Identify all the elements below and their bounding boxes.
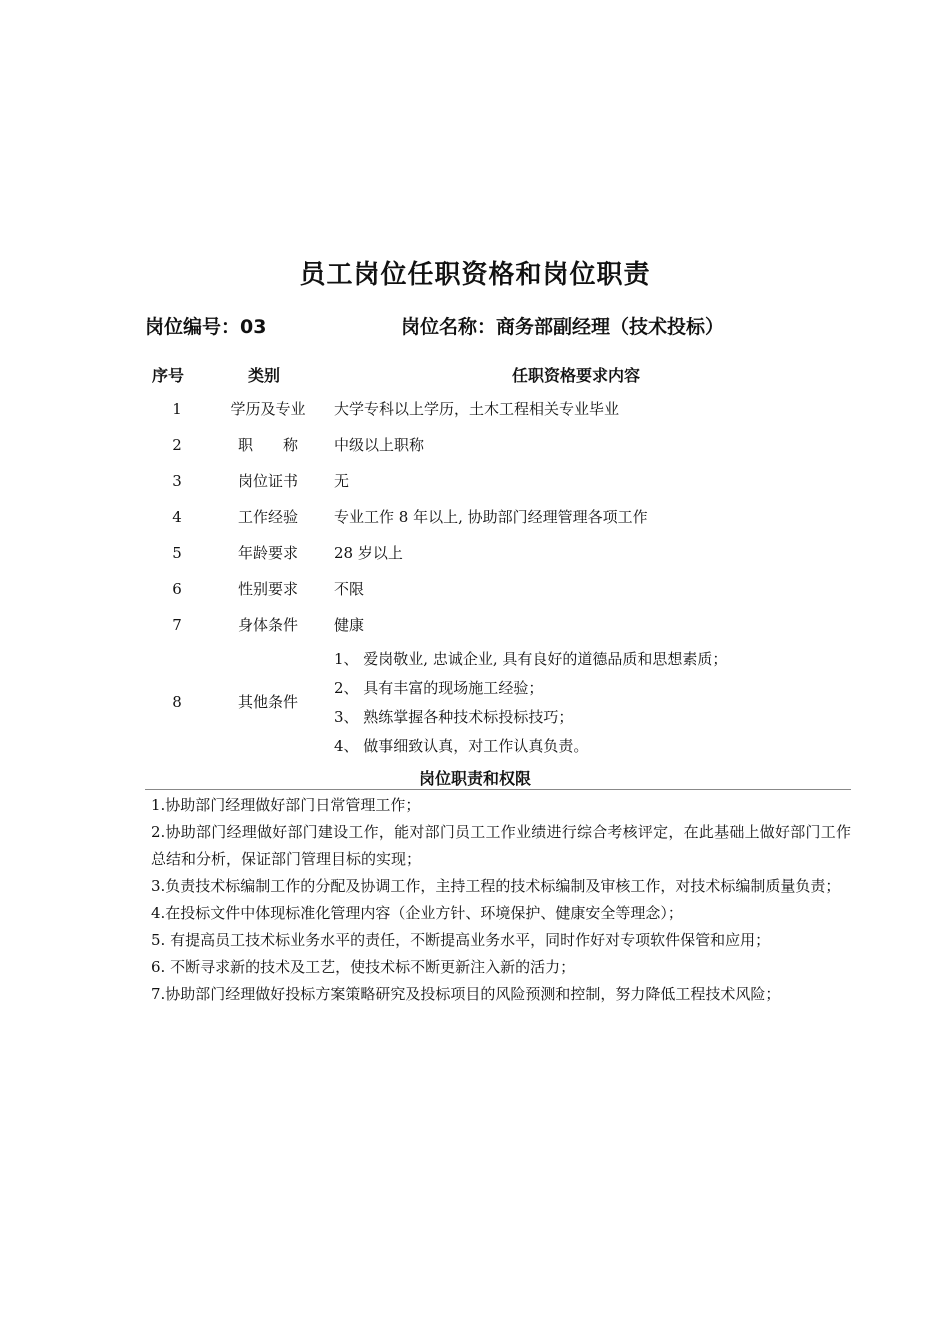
row-category: 年龄要求 — [237, 544, 298, 562]
row-content: 无 — [334, 472, 350, 490]
row-category: 岗位证书 — [237, 472, 298, 490]
header-content: 任职资格要求内容 — [512, 366, 641, 385]
row-content: 专业工作 8 年以上, 协助部门经理管理各项工作 — [334, 508, 648, 526]
header-no: 序号 — [152, 366, 185, 385]
row-content: 不限 — [334, 580, 365, 598]
duties-title: 岗位职责和权限 — [418, 769, 531, 788]
table-row — [0, 391, 950, 427]
divider — [145, 789, 851, 790]
table-row — [0, 607, 950, 643]
header-category: 类别 — [248, 366, 281, 385]
duty-item: 7.协助部门经理做好投标方案策略研究及投标项目的风险预测和控制，努力降低工程技术风险； — [151, 985, 781, 1003]
row-number: 6 — [172, 580, 182, 598]
page-title: 员工岗位任职资格和岗位职责 — [299, 260, 651, 290]
row-category: 职 称 — [237, 436, 298, 454]
row-category: 身体条件 — [237, 616, 298, 634]
duty-item: 3.负责技术标编制工作的分配及协调工作，主持工程的技术标编制及审核工作，对技术标编制质量负责； — [151, 877, 841, 895]
duty-item: 2.协助部门经理做好部门建设工作，能对部门员工工作业绩进行综合考核评定，在此基础上做好部门工作总结和分析，保证部门管理目标的实现； — [151, 823, 851, 868]
table-row — [0, 571, 950, 607]
table-row — [0, 427, 950, 463]
row-number: 2 — [172, 436, 182, 454]
row-content: 28 岁以上 — [334, 544, 403, 562]
duty-item: 6. 不断寻求新的技术及工艺，使技术标不断更新注入新的活力； — [151, 958, 576, 976]
list-item: 3、 熟练掌握各种技术标投标技巧； — [334, 708, 574, 726]
list-item: 2、 具有丰富的现场施工经验； — [334, 679, 544, 697]
row-number: 1 — [172, 400, 182, 418]
table-row — [0, 535, 950, 571]
row-number: 4 — [172, 508, 182, 526]
row-number: 3 — [172, 472, 182, 490]
other-conditions-list — [334, 645, 727, 761]
duty-item: 1.协助部门经理做好部门日常管理工作； — [151, 796, 421, 814]
row-category: 学历及专业 — [230, 400, 306, 418]
table-row — [0, 499, 950, 535]
row-category: 工作经验 — [237, 508, 298, 526]
post-name: 岗位名称：商务部副经理（技术投标） — [401, 316, 725, 338]
row-category: 性别要求 — [237, 580, 298, 598]
row-number: 5 — [172, 544, 182, 562]
duty-item: 4.在投标文件中体现标准化管理内容（企业方针、环境保护、健康安全等理念）； — [151, 904, 683, 922]
list-item: 1、 爱岗敬业, 忠诚企业, 具有良好的道德品质和思想素质； — [334, 650, 728, 668]
row-content: 大学专科以上学历，土木工程相关专业毕业 — [334, 400, 620, 418]
table-row-other-conditions — [0, 645, 950, 759]
duty-item: 5. 有提高员工技术标业务水平的责任，不断提高业务水平，同时作好对专项软件保管和应用； — [151, 931, 771, 949]
row-category: 其他条件 — [237, 693, 298, 711]
row-content: 中级以上职称 — [334, 436, 425, 454]
row-content: 健康 — [334, 616, 365, 634]
post-number: 岗位编号：03 — [145, 316, 267, 338]
row-number: 7 — [172, 616, 182, 634]
row-number: 8 — [172, 693, 182, 711]
duties-list — [151, 792, 851, 1008]
list-item: 4、 做事细致认真，对工作认真负责。 — [334, 737, 589, 755]
table-row — [0, 463, 950, 499]
